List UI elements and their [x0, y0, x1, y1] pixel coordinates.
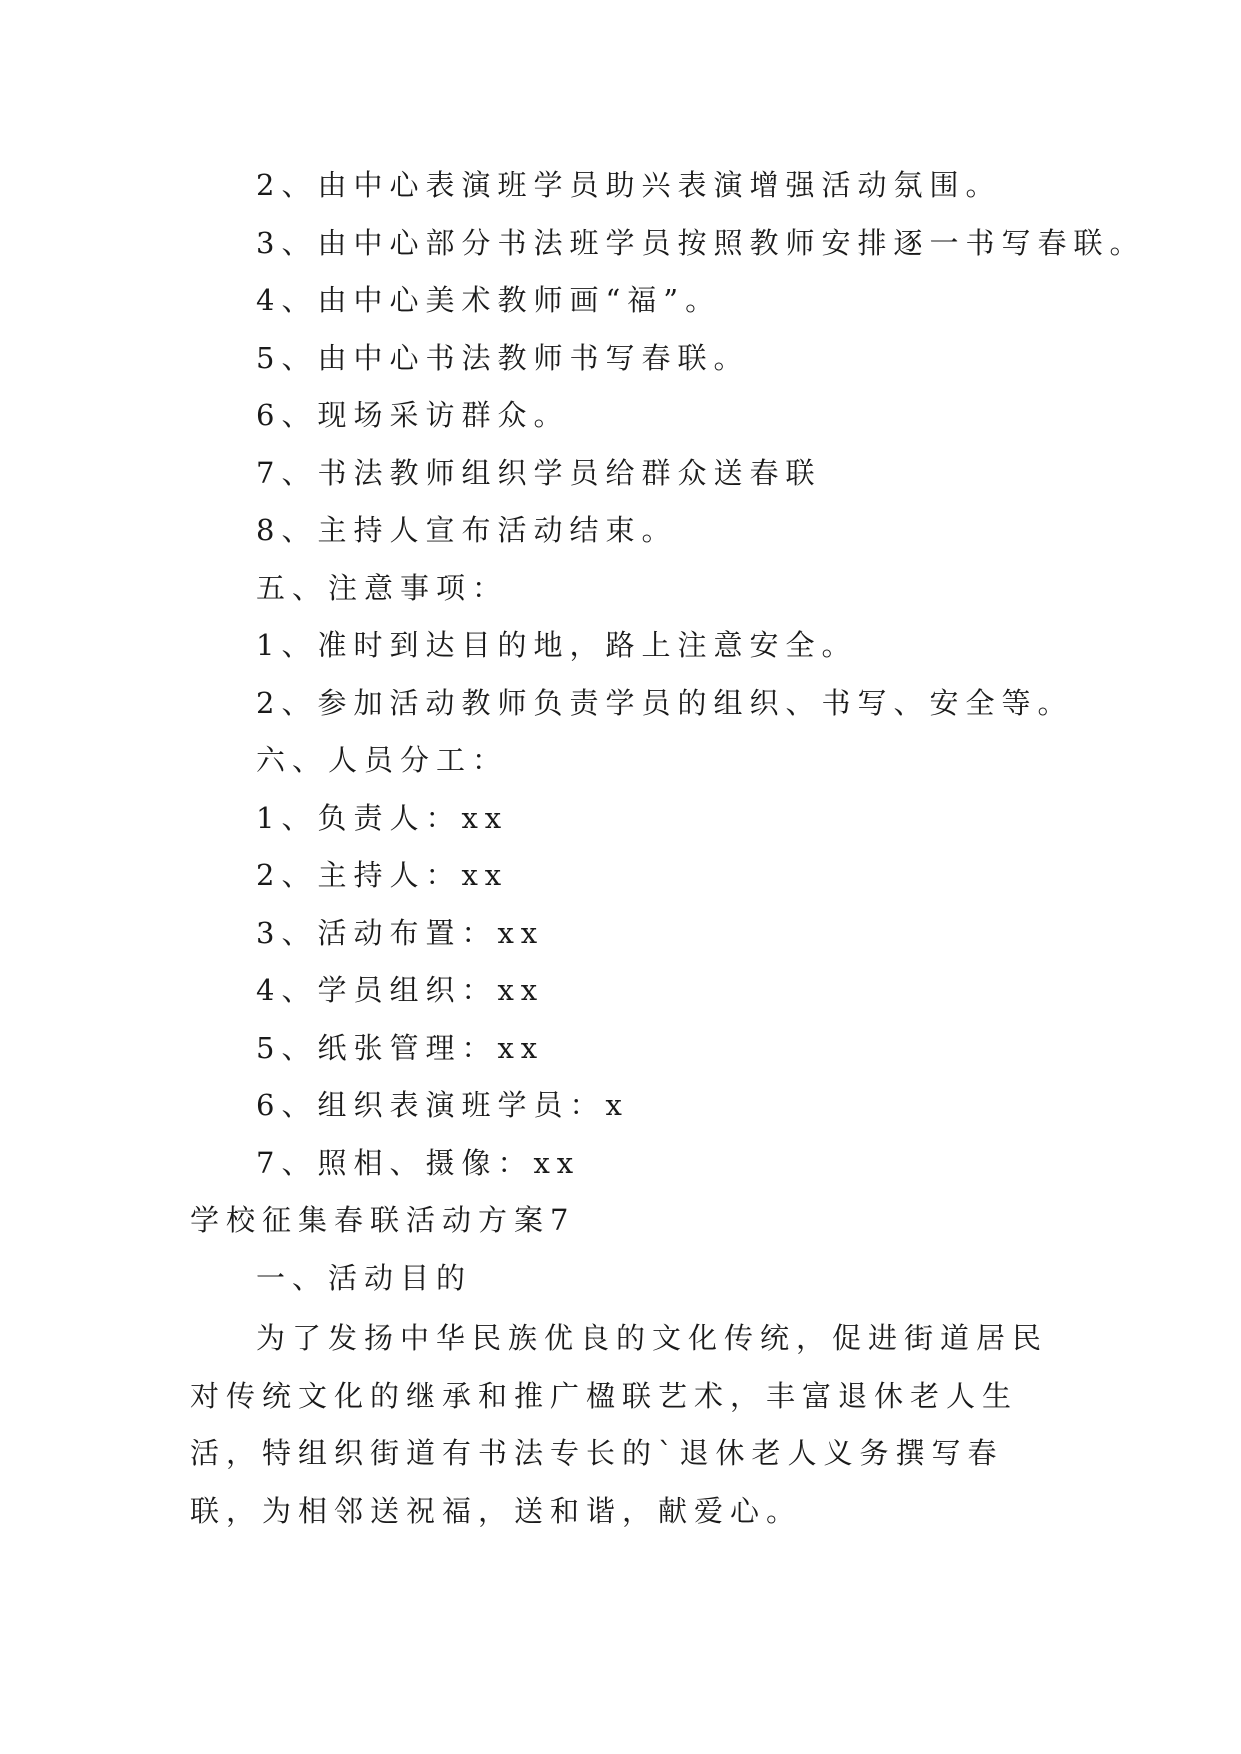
plan7-section1-paragraph: 为了发扬中华民族优良的文化传统，促进街道居民对传统文化的继承和推广楹联艺术，丰富退休老人生活，特组织街道有书法专长的`退休老人义务撰写春联，为相邻送祝福，送和谐，献爱心。 — [190, 1321, 1049, 1528]
section6-item-2: 2、主持人：xx — [256, 858, 509, 892]
section6-heading: 六、人员分工： — [256, 743, 509, 777]
section6-item-6: 6、组织表演班学员：x — [256, 1088, 629, 1122]
program-item-4: 4、由中心美术教师画“福”。 — [256, 283, 722, 317]
section6-item-4: 4、学员组织：xx — [256, 973, 545, 1007]
section6-item-1: 1、负责人：xx — [256, 801, 509, 835]
section5-item-2: 2、参加活动教师负责学员的组织、书写、安全等。 — [256, 686, 1074, 720]
section6-item-7: 7、照相、摄像：xx — [256, 1146, 581, 1180]
plan7-section1-heading: 一、活动目的 — [256, 1261, 473, 1295]
plan7-title: 学校征集春联活动方案7 — [190, 1203, 576, 1237]
program-item-8: 8、主持人宣布活动结束。 — [256, 513, 678, 547]
section5-heading: 五、注意事项： — [256, 571, 509, 605]
program-item-2: 2、由中心表演班学员助兴表演增强活动氛围。 — [256, 168, 1002, 202]
program-item-5: 5、由中心书法教师书写春联。 — [256, 341, 750, 375]
program-item-3: 3、由中心部分书法班学员按照教师安排逐一书写春联。 — [256, 226, 1146, 260]
program-item-7: 7、书法教师组织学员给群众送春联 — [256, 456, 822, 490]
section6-item-5: 5、纸张管理：xx — [256, 1031, 545, 1065]
section5-item-1: 1、准时到达目的地，路上注意安全。 — [256, 628, 858, 662]
program-item-6: 6、现场采访群众。 — [256, 398, 570, 432]
section6-item-3: 3、活动布置：xx — [256, 916, 545, 950]
